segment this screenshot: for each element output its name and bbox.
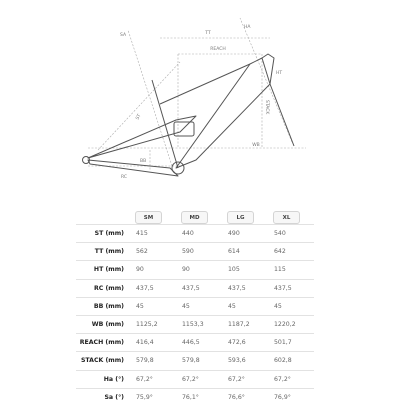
- table-row: [76, 370, 314, 388]
- reach-md: 446,5: [176, 334, 222, 352]
- wb-sm: 1125,2: [130, 315, 176, 333]
- row-label-reach: REACH (mm): [76, 334, 130, 352]
- dimension-guides: [88, 18, 306, 170]
- bb-dim-label: BB: [140, 159, 147, 164]
- table-row: [76, 279, 314, 297]
- reach-dim-label: REACH: [210, 47, 226, 52]
- rc-dim-label: RC: [120, 175, 128, 180]
- st-dim-label: ST: [135, 113, 143, 121]
- row-label-rc: RC (mm): [76, 279, 130, 297]
- row-label-tt: TT (mm): [76, 243, 130, 261]
- row-label-st: ST (mm): [76, 225, 130, 243]
- row-label-wb: WB (mm): [76, 315, 130, 333]
- wb-xl: 1220,2: [268, 315, 314, 333]
- fork-line: [270, 84, 294, 146]
- seat-tube-guide: [98, 62, 180, 150]
- sa-dim-label: SA: [120, 33, 127, 38]
- sa-xl: 76,9°: [268, 388, 314, 406]
- down-tube: [176, 58, 270, 168]
- stack-lg: 593,6: [222, 352, 268, 370]
- row-label-stack: STACK (mm): [76, 352, 130, 370]
- chain-stay: [88, 160, 178, 176]
- ha-dim-label: HA: [244, 25, 251, 30]
- sa-md: 76,1°: [176, 388, 222, 406]
- bb-md: 45: [176, 297, 222, 315]
- rc-md: 437,5: [176, 279, 222, 297]
- ht-sm: 90: [130, 261, 176, 279]
- seat-angle-guide: [128, 30, 172, 166]
- tt-lg: 614: [222, 243, 268, 261]
- tt-xl: 642: [268, 243, 314, 261]
- row-label-bb: BB (mm): [76, 297, 130, 315]
- head-tube: [262, 54, 274, 84]
- stack-md: 579,8: [176, 352, 222, 370]
- rc-lg: 437,5: [222, 279, 268, 297]
- ha-xl: 67,2°: [268, 370, 314, 388]
- ht-dim-label: HT: [276, 71, 283, 76]
- top-tube: [160, 64, 250, 104]
- geometry-table: [76, 204, 314, 406]
- stack-sm: 579,8: [130, 352, 176, 370]
- size-header-lg-cell: [222, 204, 268, 225]
- table-row: [76, 352, 314, 370]
- reach-sm: 416,4: [130, 334, 176, 352]
- row-label-sa: Sa (°): [76, 388, 130, 406]
- bb-lg: 45: [222, 297, 268, 315]
- ht-xl: 115: [268, 261, 314, 279]
- st-lg: 490: [222, 225, 268, 243]
- tt-sm: 562: [130, 243, 176, 261]
- ha-md: 67,2°: [176, 370, 222, 388]
- rc-xl: 437,5: [268, 279, 314, 297]
- bb-sm: 45: [130, 297, 176, 315]
- wb-dim-label: WB: [252, 143, 260, 148]
- table-row: [76, 261, 314, 279]
- reach-xl: 501,7: [268, 334, 314, 352]
- size-header-lg: LG: [227, 211, 254, 224]
- row-label-ht: HT (mm): [76, 261, 130, 279]
- size-header-sm: SM: [135, 211, 162, 224]
- ht-lg: 105: [222, 261, 268, 279]
- wb-lg: 1187,2: [222, 315, 268, 333]
- size-header-row: [76, 204, 314, 225]
- rear-shock: [174, 122, 194, 136]
- table-row: [76, 243, 314, 261]
- size-header-xl: XL: [273, 211, 300, 224]
- st-md: 440: [176, 225, 222, 243]
- size-header-sm-cell: [130, 204, 176, 225]
- size-header-xl-cell: [268, 204, 314, 225]
- table-row: [76, 297, 314, 315]
- table-row: [76, 225, 314, 243]
- sa-lg: 76,6°: [222, 388, 268, 406]
- ha-lg: 67,2°: [222, 370, 268, 388]
- frame-geometry-diagram: [0, 0, 400, 200]
- st-sm: 415: [130, 225, 176, 243]
- reach-lg: 472,6: [222, 334, 268, 352]
- tt-dim-label: TT: [205, 31, 211, 36]
- head-angle-guide: [240, 18, 292, 142]
- ha-sm: 67,2°: [130, 370, 176, 388]
- header-spacer: [76, 204, 130, 225]
- table-row: [76, 315, 314, 333]
- size-header-md: MD: [181, 211, 208, 224]
- table-row: [76, 388, 314, 406]
- st-xl: 540: [268, 225, 314, 243]
- stack-dim-label: STACK: [264, 100, 269, 115]
- stack-xl: 602,8: [268, 352, 314, 370]
- rc-sm: 437,5: [130, 279, 176, 297]
- size-header-md-cell: [176, 204, 222, 225]
- row-label-ha: Ha (°): [76, 370, 130, 388]
- sa-sm: 75,9°: [130, 388, 176, 406]
- wb-md: 1153,3: [176, 315, 222, 333]
- table-row: [76, 334, 314, 352]
- tt-md: 590: [176, 243, 222, 261]
- ht-md: 90: [176, 261, 222, 279]
- bb-xl: 45: [268, 297, 314, 315]
